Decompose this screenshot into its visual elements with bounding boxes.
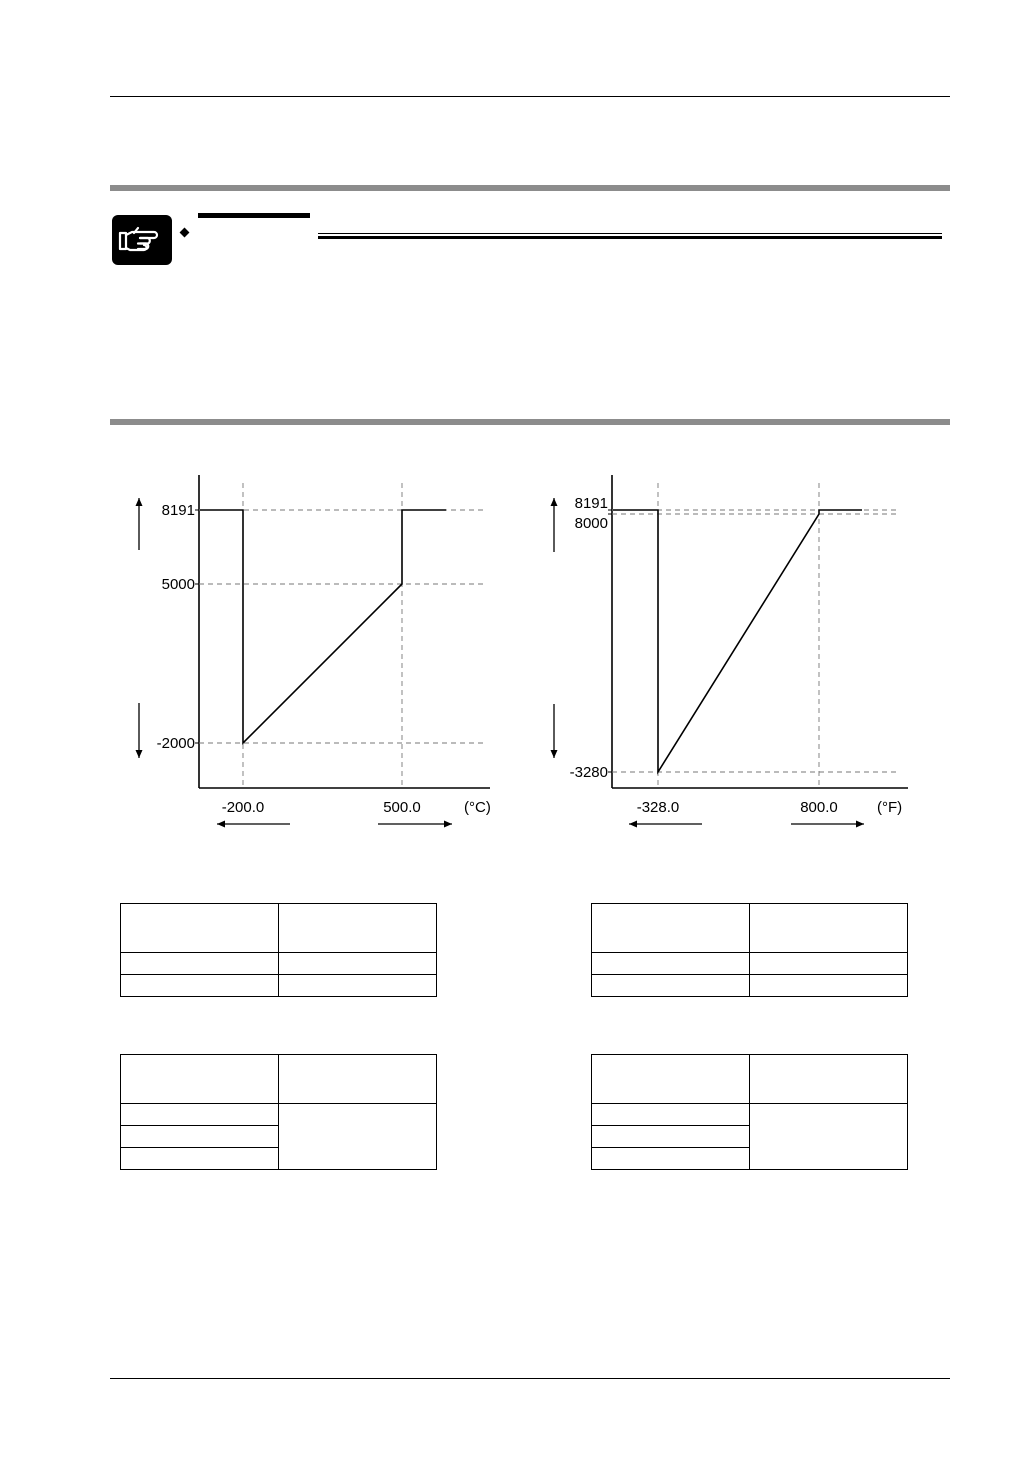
table-cell — [279, 953, 437, 975]
arrow-down-icon-head — [136, 750, 143, 758]
section-band-top — [110, 185, 950, 191]
note-rule-thick — [318, 236, 942, 239]
table-cell-merged — [750, 1104, 908, 1170]
x-unit-label: (°C) — [464, 799, 491, 816]
y-tick-label: -2000 — [156, 735, 195, 752]
table-cell — [750, 1055, 908, 1104]
table-cell — [592, 1148, 750, 1170]
table-cell — [592, 1055, 750, 1104]
table-cell — [121, 1126, 279, 1148]
y-tick-label: 8191 — [574, 495, 608, 512]
y-tick-label: 5000 — [161, 576, 195, 593]
celsius-conversion-chart — [120, 470, 510, 840]
table-cell — [279, 1055, 437, 1104]
x-tick-label: 500.0 — [383, 799, 421, 816]
section-band-bottom — [110, 419, 950, 425]
note-rule-thin — [318, 233, 942, 234]
arrow-right-icon-head — [444, 821, 452, 828]
table-upper-left — [120, 903, 437, 997]
table-cell — [279, 904, 437, 953]
arrow-right-icon-head — [856, 821, 864, 828]
table-cell — [592, 1104, 750, 1126]
table-lower-right — [591, 1054, 908, 1170]
fahrenheit-conversion-chart — [540, 470, 920, 840]
arrow-up-icon-head — [136, 498, 143, 506]
table-cell — [750, 904, 908, 953]
table-cell — [592, 904, 750, 953]
y-tick-label: 8191 — [161, 502, 195, 519]
table-lower-left — [120, 1054, 437, 1170]
table-cell — [121, 1104, 279, 1126]
x-tick-label: -200.0 — [221, 799, 265, 816]
x-tick-label: 800.0 — [800, 799, 838, 816]
table-cell — [121, 1055, 279, 1104]
table-cell — [592, 975, 750, 997]
table-cell — [279, 975, 437, 997]
table-cell — [592, 1126, 750, 1148]
table-cell-merged — [279, 1104, 437, 1170]
table-upper-right — [591, 903, 908, 997]
table-cell — [121, 904, 279, 953]
footer-rule — [110, 1378, 950, 1379]
arrow-down-icon-head — [551, 750, 558, 758]
table-cell — [121, 975, 279, 997]
table-cell — [592, 953, 750, 975]
conversion-series-line — [200, 510, 446, 743]
table-cell — [121, 953, 279, 975]
diamond-bullet-icon — [180, 228, 190, 238]
note-heading-bar — [198, 213, 310, 218]
pointing-hand-icon — [112, 215, 172, 265]
y-tick-label: 8000 — [574, 515, 608, 532]
table-cell — [750, 953, 908, 975]
header-rule — [110, 96, 950, 97]
table-cell — [750, 975, 908, 997]
arrow-left-icon-head — [217, 821, 225, 828]
conversion-series-line — [613, 510, 862, 772]
y-tick-label: -3280 — [569, 764, 608, 781]
arrow-up-icon-head — [551, 498, 558, 506]
x-unit-label: (°F) — [877, 799, 903, 816]
arrow-left-icon-head — [629, 821, 637, 828]
x-tick-label: -328.0 — [636, 799, 680, 816]
table-cell — [121, 1148, 279, 1170]
